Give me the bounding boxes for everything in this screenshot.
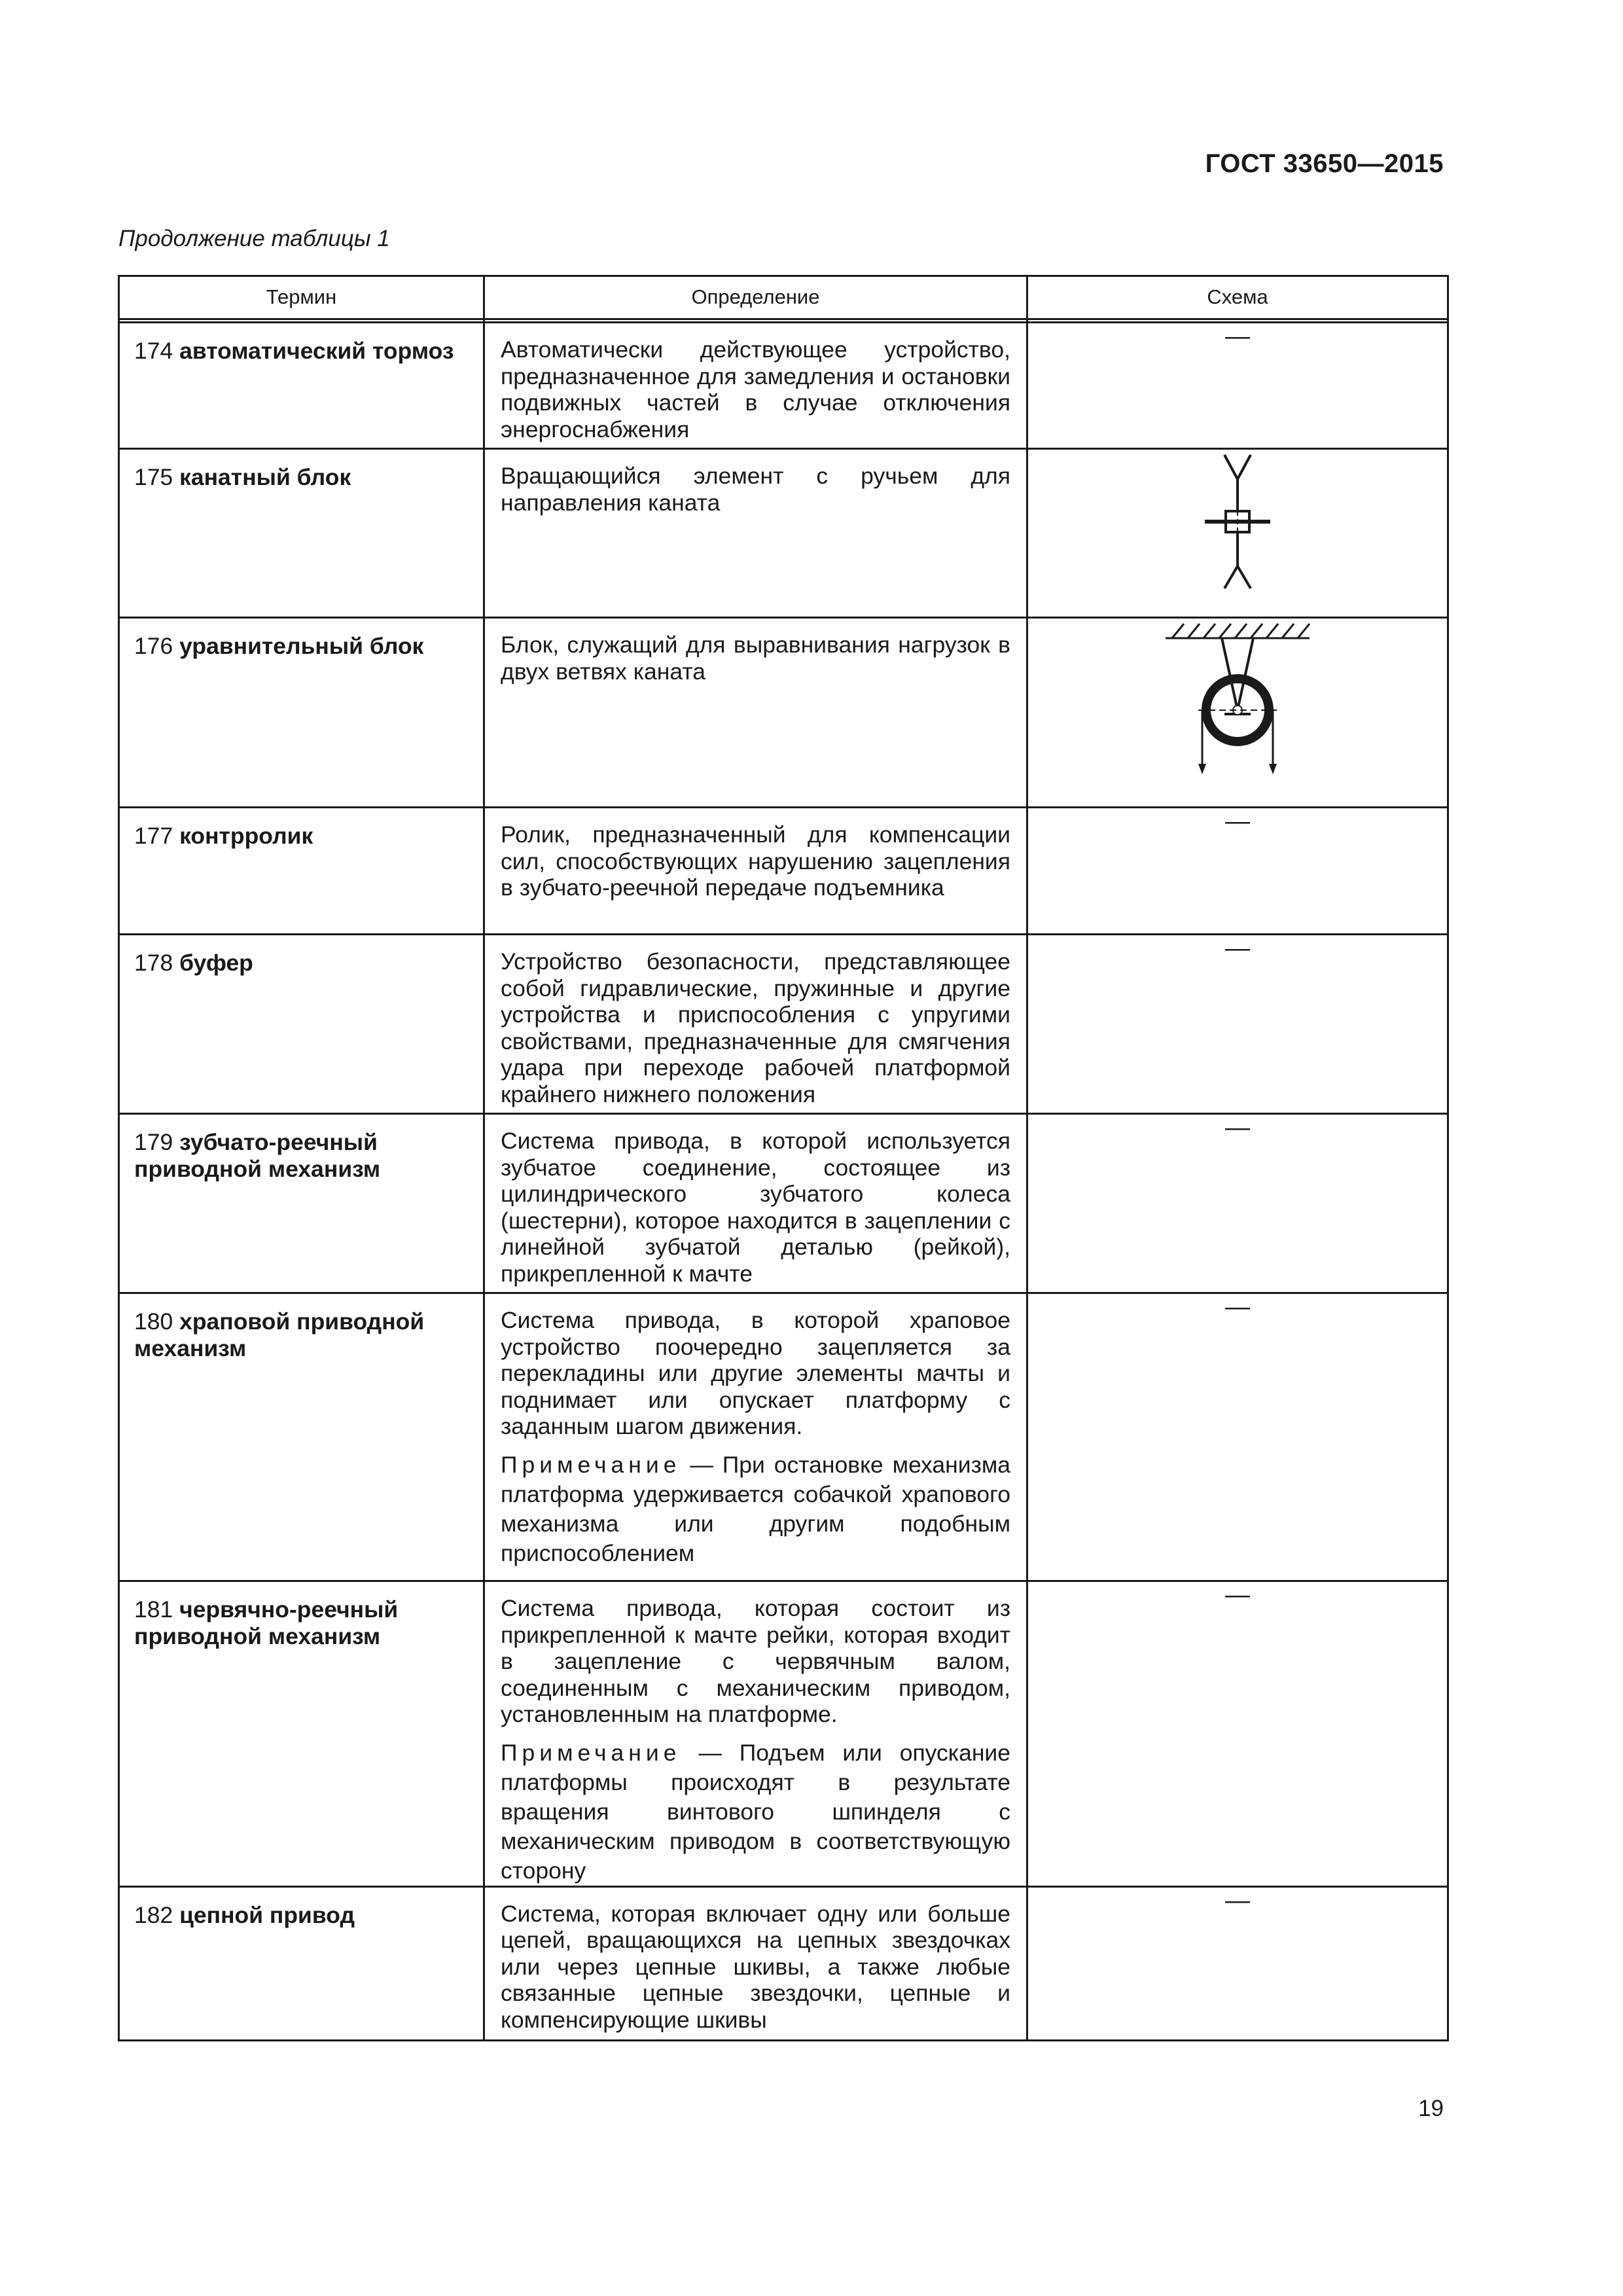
table-row [119, 1293, 1448, 1581]
term-number: 174 [134, 338, 173, 364]
term-name: контрролик [179, 823, 313, 849]
note-label: Примечание [501, 1739, 681, 1766]
definition-note [501, 1450, 1010, 1568]
table-row [119, 1114, 1448, 1293]
column-header-definition: Определение [484, 276, 1027, 319]
note-text: — Подъем или опускание платформы происходят в результате вращения винтового шпинделя с механическим приводом в соответствующую сторону [501, 1739, 1010, 1884]
equalizing-pulley-icon [1159, 619, 1316, 782]
term-number: 181 [134, 1596, 173, 1623]
schema-cell: — [1027, 935, 1448, 1114]
schema-cell: — [1027, 1293, 1448, 1581]
term-name: автоматический тормоз [179, 338, 454, 364]
term-cell [119, 1886, 484, 2040]
term-name: храповой приводной механизм [134, 1308, 425, 1361]
definition-cell [484, 1886, 1027, 2040]
definition-text: Система привода, которая состоит из прикрепленной к мачте рейки, которая входит в зацепление с червячным валом, соединенным с механическим приводом, установленным на платформе. [501, 1595, 1010, 1727]
schema-cell [1027, 449, 1448, 618]
term-name: цепной привод [179, 1901, 355, 1928]
table-row [119, 323, 1448, 449]
column-header-term: Термин [119, 276, 484, 319]
schema-cell: — [1027, 1114, 1448, 1293]
definition-cell [484, 935, 1027, 1114]
term-cell [119, 808, 484, 935]
definition-text: Блок, служащий для выравнивания нагрузок в двух ветвях каната [501, 632, 1010, 685]
table-header-row [119, 276, 1448, 319]
term-name: уравнительный блок [179, 633, 424, 659]
schema-cell [1027, 618, 1448, 808]
definition-cell [484, 808, 1027, 935]
note-text: — При остановке механизма платформа удерживается собачкой храпового механизма или другим подобным приспособлением [501, 1451, 1010, 1566]
schema-cell: — [1027, 1581, 1448, 1887]
page-number: 19 [1418, 2096, 1444, 2121]
term-name: канатный блок [179, 464, 351, 490]
term-number: 178 [134, 950, 173, 976]
table-row [119, 935, 1448, 1114]
schema-cell: — [1027, 323, 1448, 449]
note-label: Примечание [501, 1451, 681, 1478]
term-cell [119, 449, 484, 618]
definition-text: Вращающийся элемент с ручьем для направления каната [501, 463, 1010, 516]
table-row [119, 1581, 1448, 1887]
term-name: буфер [179, 950, 253, 976]
terms-table [118, 275, 1449, 2041]
term-number: 182 [134, 1901, 173, 1928]
definition-note [501, 1738, 1010, 1886]
term-number: 176 [134, 633, 173, 659]
term-cell [119, 618, 484, 808]
standard-designation: ГОСТ 33650—2015 [1205, 149, 1444, 178]
table-row [119, 449, 1448, 618]
definition-cell [484, 1581, 1027, 1887]
definition-cell [484, 618, 1027, 808]
definition-text: Ролик, предназначенный для компенсации сил, способствующих нарушению зацепления в зубчато-реечной передаче подъемника [501, 821, 1010, 901]
term-cell [119, 1581, 484, 1887]
term-number: 177 [134, 823, 173, 849]
schema-cell: — [1027, 1886, 1448, 2040]
term-cell [119, 323, 484, 449]
schema-cell: — [1027, 808, 1448, 935]
definition-cell [484, 323, 1027, 449]
table-row [119, 808, 1448, 935]
column-header-schema: Схема [1027, 276, 1448, 319]
table-row [119, 1886, 1448, 2040]
definition-cell [484, 449, 1027, 618]
definition-cell [484, 1114, 1027, 1293]
term-name: зубчато-реечный приводной механизм [134, 1129, 381, 1182]
term-name: червячно-реечный приводной механизм [134, 1596, 399, 1649]
rope-pulley-icon [1198, 450, 1277, 594]
definition-text: Автоматически действующее устройство, предназначенное для замедления и остановки подвижных частей в случае отключения энергоснабжения [501, 336, 1010, 442]
term-cell [119, 1293, 484, 1581]
table-continuation-caption: Продолжение таблицы 1 [118, 226, 390, 251]
definition-text: Система, которая включает одну или больше цепей, вращающихся на цепных звездочках или через цепные шкивы, а также любые связанные цепные звездочки, цепные и компенсирующие шкивы [501, 1900, 1010, 2033]
term-number: 179 [134, 1129, 173, 1155]
term-cell [119, 1114, 484, 1293]
definition-text: Система привода, в которой используется зубчатое соединение, состоящее из цилиндрического зубчатого колеса (шестерни), которое находится в зацеплении с линейной зубчатой деталью (рейкой), прикрепленной к мачте [501, 1128, 1010, 1287]
term-number: 180 [134, 1308, 173, 1335]
term-number: 175 [134, 464, 173, 490]
definition-text: Устройство безопасности, представляющее собой гидравлические, пружинные и другие устройства и приспособления с упругими свойствами, предназначенные для смягчения удара при переходе рабочей платформой крайнего нижнего положения [501, 948, 1010, 1107]
table-row [119, 618, 1448, 808]
definition-text: Система привода, в которой храповое устройство поочередно зацепляется за перекладины или другие элементы мачты и поднимает или опускает платформу с заданным шагом движения. [501, 1307, 1010, 1439]
term-cell [119, 935, 484, 1114]
definition-cell [484, 1293, 1027, 1581]
